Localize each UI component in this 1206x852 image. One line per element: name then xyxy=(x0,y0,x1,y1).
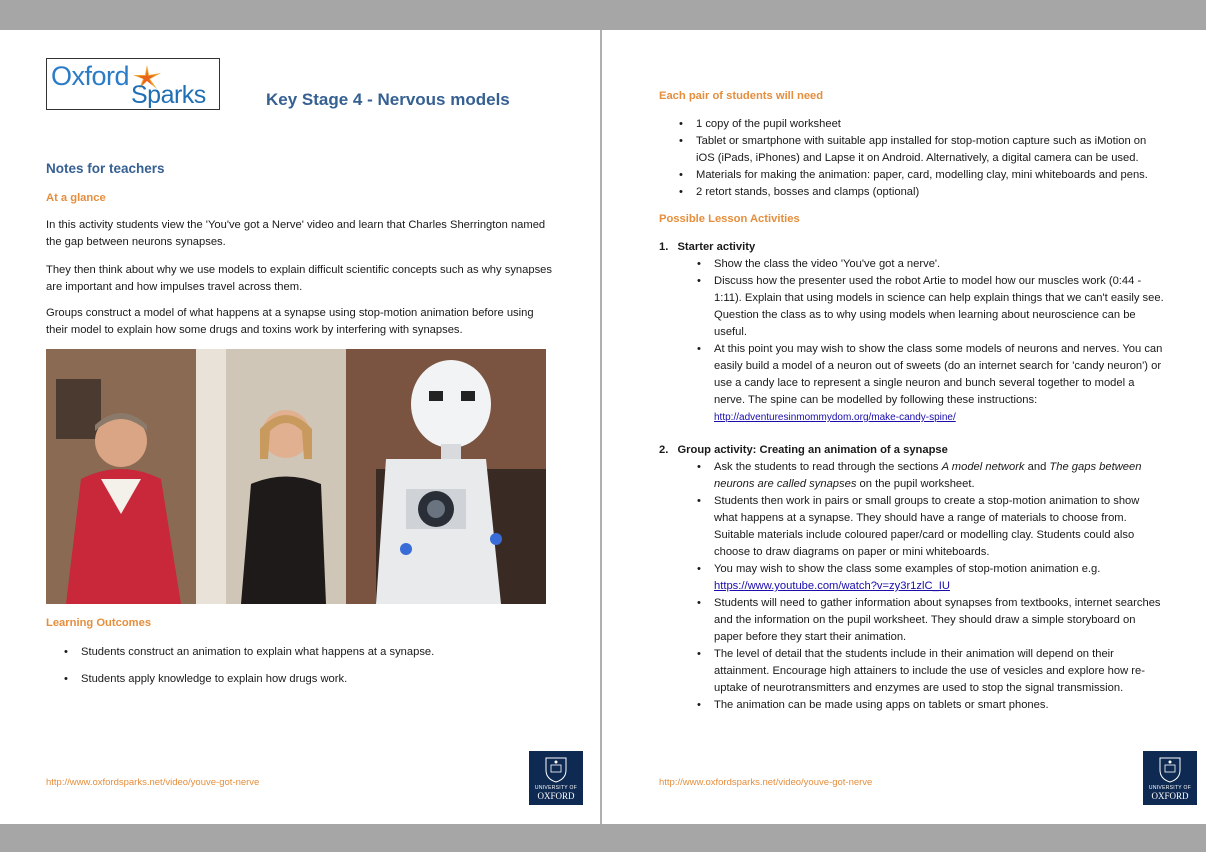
bullet-icon: • xyxy=(64,673,68,685)
crest-line-2: OXFORD xyxy=(537,791,575,801)
viewer-top-bar xyxy=(0,0,1206,30)
bullet-icon: • xyxy=(697,343,701,355)
text-line: In this activity students view the 'You've got a Nerve' video and learn that Charles Sherrington named xyxy=(46,219,546,231)
list-item xyxy=(697,256,1164,273)
text-line: uptake of neurotransmitters and enzymes are used to stop the signal transmission. xyxy=(714,682,1124,694)
text-line: useful. xyxy=(714,326,747,338)
starter-activity-list xyxy=(697,256,1164,426)
candy-spine-link[interactable]: http://adventuresinmommydom.org/make-candy-spine/ xyxy=(714,412,956,423)
list-item-text: 1 copy of the pupil worksheet xyxy=(696,118,841,130)
text-line: attainment. Encourage high attainers to include the use of vesicles and explore how re- xyxy=(714,665,1145,677)
bullet-icon: • xyxy=(697,648,701,660)
starter-heading-text: Starter activity xyxy=(677,241,756,253)
text-line: their model to explain how some drugs and toxins work by interfering with synapses. xyxy=(46,324,463,336)
text-line: Suitable materials include coloured paper/card or modelling clay. Students could also xyxy=(714,529,1135,541)
list-item xyxy=(697,493,1161,561)
text-line: nerve. The spine can be modelled by following these instructions: xyxy=(714,394,1038,406)
text-line: Discuss how the presenter used the robot Artie to model how our muscles work (0:44 - xyxy=(714,275,1142,287)
lesson-activities-heading: Possible Lesson Activities xyxy=(659,213,800,225)
list-number: 2. xyxy=(659,444,669,456)
youtube-link[interactable]: https://www.youtube.com/watch?v=zy3r1zlC_IU xyxy=(714,580,950,592)
crest-shield-icon xyxy=(545,757,567,783)
list-item xyxy=(679,184,1148,201)
crest-shield-icon xyxy=(1159,757,1181,783)
list-item xyxy=(64,644,435,661)
bullet-icon: • xyxy=(697,461,701,473)
at-a-glance-heading: At a glance xyxy=(46,192,106,204)
logo-word-oxford: Oxford xyxy=(51,61,130,91)
logo-word-sparks: Sparks xyxy=(131,81,206,109)
group-activity-list xyxy=(697,459,1161,714)
list-item-text: The animation can be made using apps on tablets or smart phones. xyxy=(714,699,1049,711)
intro-paragraph-3 xyxy=(46,305,534,339)
bullet-icon: • xyxy=(697,597,701,609)
list-item xyxy=(697,595,1161,646)
text-line: Groups construct a model of what happens at a synapse using stop-motion animation before using xyxy=(46,307,534,319)
text-fragment-italic: The gaps between xyxy=(1049,461,1142,473)
text-line: The level of detail that the students include in their animation will depend on their xyxy=(714,648,1114,660)
list-item xyxy=(697,646,1161,697)
pair-needs-heading: Each pair of students will need xyxy=(659,90,824,102)
learning-outcomes-list xyxy=(64,644,435,688)
text-line: the gap between neurons synapses. xyxy=(46,236,226,248)
bullet-icon: • xyxy=(697,275,701,287)
oxford-sparks-logo xyxy=(46,58,220,110)
text-fragment-italic: A model network xyxy=(941,461,1025,473)
bullet-icon: • xyxy=(679,118,683,130)
text-line: Tablet or smartphone with suitable app installed for stop-motion capture such as iMotion on xyxy=(696,135,1147,147)
text-line: At this point you may wish to show the class some models of neurons and nerves. You can xyxy=(714,343,1163,355)
group-heading-text: Group activity: Creating an animation of a synapse xyxy=(677,444,948,456)
list-item-text: Materials for making the animation: paper, card, modelling clay, mini whiteboards and pens. xyxy=(696,169,1148,181)
text-line: use a candy lace to represent a single neuron and bunch several together to model a xyxy=(714,377,1135,389)
text-line: iOS (iPads, iPhones) and Lapse it on Android. Alternatively, a digital camera can be used. xyxy=(696,152,1139,164)
crest-line-2: OXFORD xyxy=(1151,791,1189,801)
bullet-icon: • xyxy=(697,258,701,270)
intro-paragraph-1 xyxy=(46,217,545,251)
list-number: 1. xyxy=(659,241,669,253)
viewer-bottom-bar xyxy=(0,824,1206,852)
text-fragment: and xyxy=(1024,461,1050,473)
footer-url-right: http://www.oxfordsparks.net/video/youve-got-nerve xyxy=(659,777,873,788)
bullet-icon: • xyxy=(64,646,68,658)
list-item-text: Students apply knowledge to explain how drugs work. xyxy=(81,673,348,685)
bullet-icon: • xyxy=(697,495,701,507)
bullet-icon: • xyxy=(679,135,683,147)
text-line: You may wish to show the class some examples of stop-motion animation e.g. xyxy=(714,563,1101,575)
video-still-photo xyxy=(46,349,546,604)
text-line: and the information on the pupil worksheet. They should draw a simple storyboard on xyxy=(714,614,1136,626)
group-activity-heading xyxy=(659,442,948,459)
footer-url-left: http://www.oxfordsparks.net/video/youve-got-nerve xyxy=(46,777,260,788)
list-item xyxy=(697,341,1164,426)
text-line: They then think about why we use models to explain difficult scientific concepts such as why synapses xyxy=(46,264,552,276)
list-item-text: 2 retort stands, bosses and clamps (optional) xyxy=(696,186,920,198)
text-line: Students then work in pairs or small groups to create a stop-motion animation to show xyxy=(714,495,1140,507)
text-line: 1:11). Explain that using models in science can help explain things that we can't easily see. xyxy=(714,292,1164,304)
crest-line-1: UNIVERSITY OF xyxy=(534,785,578,791)
list-item xyxy=(697,459,1161,493)
text-line: Students will need to gather information about synapses from textbooks, internet searches xyxy=(714,597,1161,609)
list-item xyxy=(679,167,1148,184)
list-item xyxy=(679,133,1148,167)
list-item xyxy=(697,273,1164,341)
starter-activity-heading xyxy=(659,239,755,256)
list-item-text: Show the class the video 'You've got a nerve'. xyxy=(714,258,941,270)
list-item-text: Students construct an animation to explain what happens at a synapse. xyxy=(81,646,435,658)
bullet-icon: • xyxy=(697,563,701,575)
text-line: Question the class as to why using models when learning about neuroscience can be xyxy=(714,309,1136,321)
list-item xyxy=(64,671,434,688)
list-item xyxy=(679,116,1148,133)
list-item xyxy=(697,697,1161,714)
text-line: choose to draw diagrams on paper or mini whiteboards. xyxy=(714,546,990,558)
text-fragment-italic: neurons are called synapses xyxy=(714,478,857,490)
learning-outcomes-heading: Learning Outcomes xyxy=(46,617,152,629)
page-title: Key Stage 4 - Nervous models xyxy=(266,90,510,109)
bullet-icon: • xyxy=(697,699,701,711)
text-line: paper before they start their animation. xyxy=(714,631,907,643)
intro-paragraph-2 xyxy=(46,262,552,296)
needs-list xyxy=(679,116,1148,201)
text-line: easily build a model of a neuron out of sweets (do an internet search for 'candy neuron') or xyxy=(714,360,1162,372)
crest-line-1: UNIVERSITY OF xyxy=(1148,785,1192,791)
text-line: what happens at a synapse. They should have a range of materials to choose from. xyxy=(714,512,1127,524)
text-line: are important and how impulses travel across them. xyxy=(46,281,303,293)
text-fragment: Ask the students to read through the sections xyxy=(714,461,942,473)
text-fragment: on the pupil worksheet. xyxy=(856,478,975,490)
oxford-university-crest-left xyxy=(529,751,583,805)
list-item xyxy=(697,561,1161,595)
notes-heading: Notes for teachers xyxy=(46,161,165,176)
photo-illustration xyxy=(46,349,546,604)
bullet-icon: • xyxy=(679,169,683,181)
oxford-university-crest-right xyxy=(1143,751,1197,805)
bullet-icon: • xyxy=(679,186,683,198)
